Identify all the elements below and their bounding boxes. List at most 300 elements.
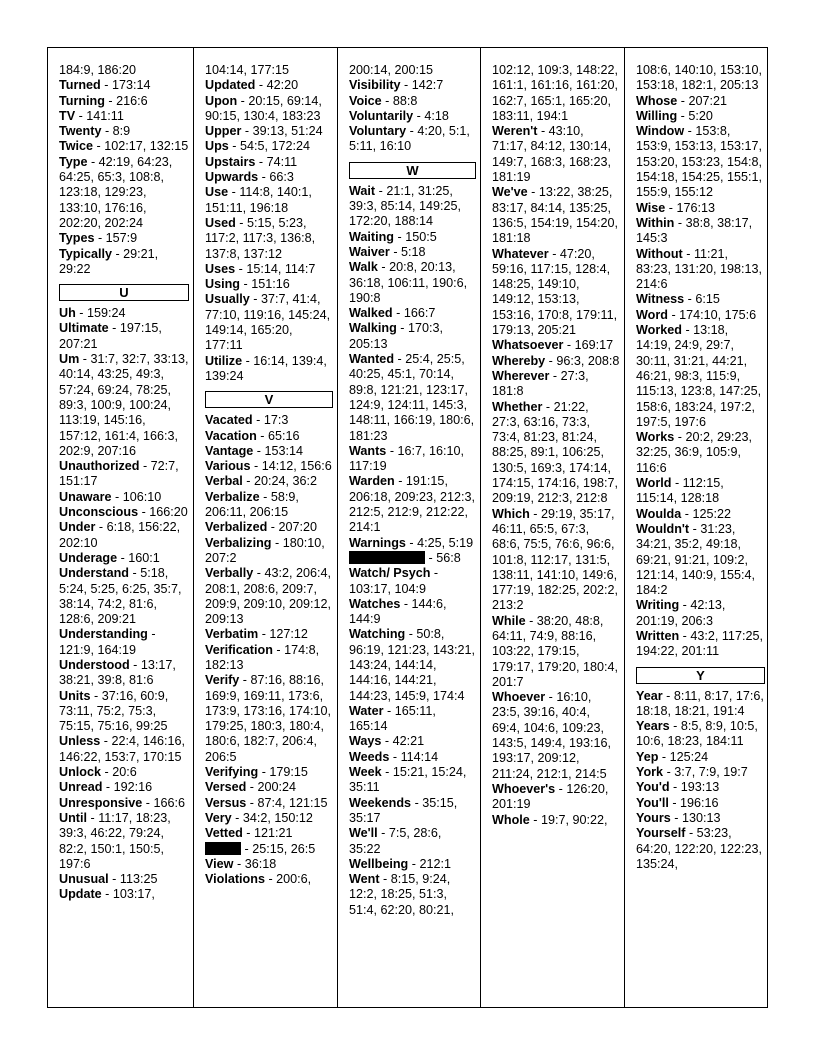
index-entry: Under - 6:18, 156:22, 202:10 (59, 520, 181, 550)
index-column-5 (624, 48, 769, 1007)
page-line-refs: 37:16, 60:9, 73:11, 75:2, 75:3, 75:15, 75:16, 99:25 (59, 688, 169, 734)
index-term: Which (492, 506, 530, 521)
index-page-frame (47, 47, 768, 1008)
letter-section-header: U (59, 284, 189, 301)
index-term: Whose (636, 93, 678, 108)
page-line-refs: 29:19, 35:17, 46:11, 65:5, 67:3, 68:6, 75:5, 76:6, 96:6, 101:8, 112:17, 131:5, 138:11, 141:10, 149:6, 177:19, 182:25, 202:2, 213:2 (492, 506, 619, 613)
page-line-refs: 5:18, 5:24, 5:25, 6:25, 35:7, 38:14, 74:2, 81:6, 128:6, 209:21 (59, 566, 182, 627)
index-entry: Underage - 160:1 (59, 550, 160, 565)
page-line-refs: 197:15, 207:21 (59, 321, 162, 351)
index-term: Verify (205, 673, 240, 688)
page-line-refs: 102:12, 109:3, 148:22, 161:1, 161:16, 161:20, 162:7, 165:1, 165:20, 183:11, 194:1 (492, 63, 619, 123)
index-term: Weren't (492, 124, 538, 139)
index-term: Ups (205, 139, 229, 154)
page-line-refs: 38:8, 38:17, 145:3 (636, 215, 753, 246)
index-entry: View - 36:18 (205, 856, 277, 871)
page-line-refs: 42:20 (266, 78, 299, 93)
index-term: Walked (349, 306, 393, 321)
index-entry: Understood - 13:17, 38:21, 39:8, 81:6 (59, 657, 176, 688)
index-term: Weekends (349, 795, 412, 810)
index-entry: Week - 15:21, 15:24, 35:11 (349, 765, 467, 795)
index-term: Wants (349, 443, 387, 458)
index-entry: Voluntary - 4:20, 5:1, 5:11, 16:10 (349, 124, 470, 154)
index-entry: Verbatim - 127:12 (205, 627, 308, 642)
page-line-refs: 179:15 (269, 765, 308, 780)
index-entry: Very - 34:2, 150:12 (205, 810, 313, 825)
index-term: Watches (349, 596, 401, 611)
page-line-refs: 8:9 (112, 124, 131, 139)
page-line-refs: 20:2, 29:23, 32:25, 36:9, 105:9, 116:6 (636, 430, 752, 475)
index-entry: Used - 5:15, 5:23, 117:2, 117:3, 136:8, 137:8, 137:12 (205, 215, 316, 261)
page-line-refs: 200:14, 200:15 (349, 63, 434, 77)
index-term: Update (59, 887, 102, 902)
index-term: Unresponsive (59, 795, 143, 810)
index-term: Twice (59, 139, 94, 154)
index-entry: Turning - 216:6 (59, 93, 148, 108)
index-term: Versed (205, 780, 247, 795)
page-line-refs: 20:6 (112, 765, 137, 780)
page-line-refs: 4:18 (424, 108, 449, 123)
page-line-refs: 25:15, 26:5 (252, 841, 316, 856)
index-entry: Versus - 87:4, 121:15 (205, 795, 328, 810)
index-entry: We've - 13:22, 38:25, 83:17, 84:14, 135:25, 136:5, 154:19, 154:20, 181:18 (492, 185, 619, 246)
index-entry: Whatsoever - 169:17 (492, 338, 614, 353)
page-line-refs: 166:20 (149, 505, 188, 520)
index-term: While (492, 613, 526, 628)
page-line-refs: 17:3 (263, 413, 289, 428)
index-term: Ultimate (59, 321, 109, 336)
index-term: Willing (636, 108, 678, 123)
index-term: Works (636, 430, 675, 445)
page-line-refs: 176:13 (676, 200, 716, 215)
index-term: Vacated (205, 413, 253, 428)
index-column-1 (48, 48, 193, 1007)
index-entry: - 56:8 (349, 551, 476, 566)
page-line-refs: 8:11, 8:17, 17:6, 18:18, 18:21, 191:4 (636, 688, 764, 718)
page-line-refs: 31:23, 34:21, 35:2, 49:18, 69:21, 91:21, 109:2, 121:14, 140:9, 155:4, 184:2 (636, 521, 756, 598)
index-entry: Yours - 130:13 (636, 810, 721, 825)
page-line-refs: 174:8, 182:13 (205, 642, 320, 672)
index-entry: Written - 43:2, 117:25, 194:22, 201:11 (636, 628, 763, 659)
index-entry: Twenty - 8:9 (59, 124, 131, 139)
page-line-refs: 192:16 (113, 780, 153, 795)
index-term: Under (59, 520, 96, 535)
page-line-refs: 130:13 (681, 810, 721, 825)
page-line-refs: 19:7, 90:22, (540, 812, 608, 827)
index-term: Units (59, 688, 91, 703)
page-line-refs: 5:20 (688, 108, 713, 123)
index-entry: - 25:15, 26:5 (205, 842, 333, 857)
page-line-refs: 72:7, 151:17 (59, 459, 179, 489)
page-line-refs: 38:20, 48:8, 64:11, 74:9, 88:16, 103:22, 179:15, 179:17, 179:20, 180:4, 201:7 (492, 613, 619, 689)
index-entry: Types - 157:9 (59, 231, 138, 246)
index-term: Whether (492, 399, 543, 414)
index-term: Vantage (205, 443, 254, 458)
index-entry: Verify - 87:16, 88:16, 169:9, 169:11, 173:6, 173:9, 173:16, 174:10, 179:25, 180:3, 180:4, 180:6, 182:7, 206:4, 206:5 (205, 673, 332, 764)
index-term: Violations (205, 872, 265, 887)
page-line-refs: 53:23, 64:20, 122:20, 122:23, 135:24, (636, 826, 763, 871)
page-line-refs: 153:14 (264, 443, 304, 458)
page-line-refs: 165:11, 165:14 (349, 703, 436, 734)
page-line-refs: 104:14, 177:15 (205, 63, 290, 77)
page-line-refs: 29:21, 29:22 (59, 246, 159, 276)
index-term: Unusual (59, 872, 109, 887)
page-line-refs: 180:10, 207:2 (205, 535, 325, 565)
index-entry: Woulda - 125:22 (636, 506, 731, 521)
page-line-refs: 166:7 (403, 306, 436, 321)
page-line-refs: 102:17, 132:15 (104, 139, 189, 154)
index-entry: Upper - 39:13, 51:24 (205, 124, 323, 139)
page-line-refs: 108:6, 140:10, 153:10, 153:18, 182:1, 205:13 (636, 63, 763, 93)
index-entry: Whoever's - 126:20, 201:19 (492, 781, 609, 812)
page-line-refs: 13:17, 38:21, 39:8, 81:6 (59, 657, 176, 688)
page-line-refs: 125:22 (692, 506, 731, 521)
page-line-refs: 151:16 (251, 277, 290, 292)
index-entry: Vetted - 121:21 (205, 826, 293, 841)
index-entry: Wise - 176:13 (636, 200, 716, 215)
index-term: Word (636, 307, 668, 322)
letter-section-header: Y (636, 667, 765, 684)
page-line-refs: 35:15, 35:17 (349, 795, 458, 825)
index-entry: Unconscious - 166:20 (59, 505, 188, 520)
index-entry: Verification - 174:8, 182:13 (205, 642, 320, 672)
page-line-refs: 88:8 (392, 93, 418, 108)
index-entry (205, 63, 333, 78)
page-line-refs: 16:10, 23:5, 39:16, 40:4, 69:4, 104:6, 109:23, 143:5, 149:4, 193:16, 193:17, 209:12, 211:24, 212:1, 214:5 (492, 690, 612, 781)
index-term: You'd (636, 780, 670, 795)
index-term: Um (59, 352, 80, 367)
page-line-refs: 16:7, 16:10, 117:19 (349, 443, 465, 474)
index-entry: Within - 38:8, 38:17, 145:3 (636, 215, 753, 246)
index-term: Warden (349, 474, 395, 489)
index-term: Wherever (492, 368, 550, 383)
index-term: Understanding (59, 627, 148, 642)
index-term: Upstairs (205, 154, 256, 169)
page-line-refs: 50:8, 96:19, 121:23, 143:21, 143:24, 144:14, 144:16, 144:21, 144:23, 145:9, 174:4 (349, 627, 476, 703)
page-line-refs: 112:15, 115:14, 128:18 (636, 476, 724, 506)
index-entry: Warden - 191:15, 206:18, 209:23, 212:3, 212:5, 212:9, 212:22, 214:1 (349, 474, 476, 535)
index-entry: Warnings - 4:25, 5:19 (349, 535, 474, 550)
index-term: Yours (636, 810, 671, 825)
page-line-refs: 193:13 (680, 780, 720, 795)
page-line-refs: 3:7, 7:9, 19:7 (674, 765, 748, 780)
index-entry: Wanted - 25:4, 25:5, 40:25, 45:1, 70:14, 89:8, 121:21, 123:17, 124:9, 124:11, 145:3, 148:11, 166:19, 180:6, 181:23 (349, 352, 475, 443)
index-term: Whoever's (492, 781, 556, 796)
index-entry: Unless - 22:4, 146:16, 146:22, 153:7, 170:15 (59, 734, 186, 764)
page-line-refs: 106:10 (122, 489, 162, 504)
page-line-refs: 20:24, 36:2 (254, 474, 318, 489)
page-line-refs: 43:2, 117:25, 194:22, 201:11 (636, 628, 763, 659)
page-line-refs: 39:13, 51:24 (252, 124, 323, 139)
index-term: Waiver (349, 244, 390, 259)
page-line-refs: 191:15, 206:18, 209:23, 212:3, 212:5, 212:9, 212:22, 214:1 (349, 474, 476, 535)
index-term: Utilize (205, 353, 243, 368)
index-entry (636, 63, 765, 94)
index-term: Warnings (349, 535, 406, 550)
page-line-refs: 27:3, 181:8 (492, 368, 589, 399)
page-line-refs: 4:20, 5:1, 5:11, 16:10 (349, 124, 470, 154)
index-entry: Window - 153:8, 153:9, 153:13, 153:17, 153:20, 153:23, 154:8, 154:18, 154:25, 155:1, 155:9, 155:12 (636, 124, 763, 200)
index-entry: Upstairs - 74:11 (205, 154, 298, 169)
index-entry: Works - 20:2, 29:23, 32:25, 36:9, 105:9, 116:6 (636, 430, 752, 475)
page-line-refs: 196:16 (680, 795, 719, 810)
page-line-refs: 15:21, 15:24, 35:11 (349, 765, 467, 795)
index-entry: Without - 11:21, 83:23, 131:20, 198:13, 214:6 (636, 246, 763, 292)
index-term: Types (59, 231, 95, 246)
page-line-refs: 207:21 (688, 93, 728, 108)
index-term: TV (59, 108, 76, 123)
index-entry: Walking - 170:3, 205:13 (349, 321, 444, 351)
page-line-refs: 169:17 (574, 338, 614, 353)
index-entry: Use - 114:8, 140:1, 151:11, 196:18 (205, 185, 312, 215)
index-entry: Unusual - 113:25 (59, 872, 158, 887)
index-entry: Uh - 159:24 (59, 306, 126, 321)
index-term: Uh (59, 306, 76, 321)
index-term: Verbal (205, 474, 243, 489)
page-line-refs: 184:9, 186:20 (59, 63, 137, 77)
index-term: Turning (59, 93, 105, 108)
page-line-refs: 13:18, 14:19, 24:9, 29:7, 30:11, 31:21, 44:21, 46:21, 98:3, 115:9, 115:13, 123:8, 147:25, 158:6, 183:24, 197:2, 197:5, 197:6 (636, 323, 762, 429)
index-term: Year (636, 688, 663, 703)
index-term: Yourself (636, 826, 686, 841)
page-line-refs: 54:5, 172:24 (240, 139, 311, 154)
index-entry: Ups - 54:5, 172:24 (205, 139, 311, 154)
index-entry: Unread - 192:16 (59, 780, 153, 795)
index-entry: Whose - 207:21 (636, 93, 728, 108)
page-line-refs: 141:11 (86, 108, 124, 123)
page-line-refs: 96:3, 208:8 (556, 353, 620, 368)
page-line-refs: 65:16 (268, 428, 300, 443)
index-term: Walk (349, 260, 378, 275)
index-entry: Type - 42:19, 64:23, 64:25, 65:3, 108:8, 123:18, 129:23, 133:10, 176:16, 202:20, 202:24 (59, 154, 173, 230)
page-line-refs: 125:24 (669, 749, 709, 764)
index-entry: Vacation - 65:16 (205, 428, 300, 443)
index-entry: Year - 8:11, 8:17, 17:6, 18:18, 18:21, 191:4 (636, 688, 764, 718)
index-term: Until (59, 810, 87, 825)
page-line-refs: 8:15, 9:24, 12:2, 18:25, 51:3, 51:4, 62:20, 80:21, (349, 872, 455, 917)
index-term: Went (349, 872, 380, 887)
index-entry: Wouldn't - 31:23, 34:21, 35:2, 49:18, 69:21, 91:21, 109:2, 121:14, 140:9, 155:4, 184:2 (636, 521, 756, 598)
index-term: Vacation (205, 428, 257, 443)
index-term: Upper (205, 124, 242, 139)
index-entry: Violations - 200:6, (205, 872, 312, 887)
index-entry: Watching - 50:8, 96:19, 121:23, 143:21, 143:24, 144:14, 144:16, 144:21, 144:23, 145:9, 174:4 (349, 627, 476, 703)
index-entry: Willing - 5:20 (636, 108, 713, 123)
page-line-refs: 5:15, 5:23, 117:2, 117:3, 136:8, 137:8, 137:12 (205, 215, 316, 261)
index-term: Verbalize (205, 489, 260, 504)
index-term: Understood (59, 657, 130, 672)
page-line-refs: 20:15, 69:14, 90:15, 130:4, 183:23 (205, 93, 322, 123)
page-line-refs: 87:4, 121:15 (257, 795, 328, 810)
index-term: Underage (59, 550, 118, 565)
page-line-refs: 170:3, 205:13 (349, 321, 444, 351)
index-entry (492, 63, 620, 124)
page-line-refs: 31:7, 32:7, 33:13, 40:14, 43:25, 49:3, 57:24, 69:24, 78:25, 89:3, 100:9, 100:24, 113:19, 145:16, 157:12, 161:4, 166:3, 202:9, 207:16 (59, 352, 189, 458)
index-entry: Whoever - 16:10, 23:5, 39:16, 40:4, 69:4, 104:6, 109:23, 143:5, 149:4, 193:16, 193:17, 209:12, 211:24, 212:1, 214:5 (492, 690, 612, 781)
index-entry: Verifying - 179:15 (205, 765, 308, 780)
index-entry: Weren't - 43:10, 71:17, 84:12, 130:14, 149:7, 168:3, 168:23, 181:19 (492, 124, 612, 185)
index-entry: You'd - 193:13 (636, 780, 720, 795)
index-term: Wait (349, 183, 376, 198)
index-term: Wise (636, 200, 666, 215)
index-term: Type (59, 154, 88, 169)
index-term: Unlock (59, 765, 101, 780)
index-term: Visibility (349, 78, 401, 93)
index-term: View (205, 856, 234, 871)
page-line-refs: 207:20 (278, 520, 318, 535)
index-term: Uses (205, 261, 236, 276)
letter-section-header: W (349, 162, 476, 179)
index-entry: While - 38:20, 48:8, 64:11, 74:9, 88:16, 103:22, 179:15, 179:17, 179:20, 180:4, 201:7 (492, 613, 619, 689)
page-line-refs: 42:21 (392, 734, 425, 749)
page-line-refs: 216:6 (116, 93, 148, 108)
index-entry: You'll - 196:16 (636, 795, 719, 810)
index-entry: Water - 165:11, 165:14 (349, 703, 436, 734)
page-line-refs: 200:24 (257, 780, 297, 795)
index-term: We've (492, 185, 528, 200)
index-entry: Wants - 16:7, 16:10, 117:19 (349, 443, 465, 474)
index-entry: Units - 37:16, 60:9, 73:11, 75:2, 75:3, 75:15, 75:16, 99:25 (59, 688, 169, 734)
index-term: Verbalizing (205, 535, 272, 550)
index-entry: Unauthorized - 72:7, 151:17 (59, 459, 179, 489)
index-term: Whatever (492, 246, 549, 261)
index-term: Yep (636, 749, 659, 764)
page-line-refs: 212:1 (419, 856, 451, 871)
index-term: Used (205, 215, 236, 230)
index-term: Understand (59, 566, 129, 581)
index-term: Usually (205, 292, 250, 307)
page-line-refs: 103:17, (112, 887, 155, 902)
index-term: York (636, 765, 664, 780)
index-entry: Whereby - 96:3, 208:8 (492, 353, 620, 368)
page-line-refs: 173:14 (111, 78, 151, 93)
page-line-refs: 43:10, 71:17, 84:12, 130:14, 149:7, 168:3, 168:23, 181:19 (492, 124, 612, 185)
page-line-refs: 15:14, 114:7 (246, 261, 316, 276)
index-entry: Twice - 102:17, 132:15 (59, 139, 189, 154)
page-line-refs: 21:22, 27:3, 63:16, 73:3, 73:4, 81:23, 81:24, 88:25, 89:1, 106:25, 130:5, 169:3, 174:14, 174:15, 174:16, 198:7, 209:19, 212:3, 212:8 (492, 399, 619, 506)
index-term: Watch/ Psych (349, 566, 431, 581)
index-entry: Ways - 42:21 (349, 734, 425, 749)
redaction-bar (349, 551, 425, 564)
page-line-refs: 127:12 (269, 627, 308, 642)
index-entry: Walk - 20:8, 20:13, 36:18, 106:11, 190:6, 190:8 (349, 260, 468, 305)
page-line-refs: 174:10, 175:6 (679, 307, 757, 322)
index-term: Written (636, 628, 680, 643)
page-line-refs: 36:18 (244, 856, 277, 871)
page-line-refs: 87:16, 88:16, 169:9, 169:11, 173:6, 173:9, 173:16, 174:10, 179:25, 180:3, 180:4, 180:6, 182:7, 206:4, 206:5 (205, 673, 332, 764)
index-entry: Verbalizing - 180:10, 207:2 (205, 535, 325, 565)
index-term: Verbatim (205, 627, 259, 642)
index-entry: Watch/ Psych - 103:17, 104:9 (349, 566, 439, 596)
page-line-refs: 144:6, 144:9 (349, 596, 447, 627)
page-line-refs: 20:8, 20:13, 36:18, 106:11, 190:6, 190:8 (349, 260, 468, 305)
page-line-refs: 42:19, 64:23, 64:25, 65:3, 108:8, 123:18, 129:23, 133:10, 176:16, 202:20, 202:24 (59, 154, 173, 230)
page-line-refs: 47:20, 59:16, 117:15, 128:4, 148:25, 149:10, 149:12, 153:13, 153:16, 170:8, 179:11, 179:13, 205:21 (492, 246, 618, 338)
page-line-refs: 21:1, 31:25, 39:3, 85:14, 149:25, 172:20, 188:14 (349, 183, 462, 229)
index-entry: Worked - 13:18, 14:19, 24:9, 29:7, 30:11, 31:21, 44:21, 46:21, 98:3, 115:9, 115:13, 123:8, 147:25, 158:6, 183:24, 197:2, 197:5, 197:6 (636, 323, 762, 429)
index-term: Unconscious (59, 505, 139, 520)
index-term: Waiting (349, 229, 395, 244)
index-term: Vetted (205, 826, 243, 841)
index-entry: Voice - 88:8 (349, 93, 418, 108)
page-line-refs: 157:9 (105, 231, 138, 246)
index-term: Weeds (349, 749, 390, 764)
index-entry: Wait - 21:1, 31:25, 39:3, 85:14, 149:25, 172:20, 188:14 (349, 183, 462, 229)
index-term: Worked (636, 323, 682, 338)
page-line-refs: 22:4, 146:16, 146:22, 153:7, 170:15 (59, 734, 186, 764)
index-term: Various (205, 459, 251, 474)
index-term: Woulda (636, 506, 682, 521)
page-line-refs: 114:14 (400, 749, 439, 764)
index-term: Very (205, 810, 232, 825)
index-entry: World - 112:15, 115:14, 128:18 (636, 476, 724, 506)
index-term: Upwards (205, 170, 259, 185)
page-line-refs: 43:2, 206:4, 208:1, 208:6, 209:7, 209:9, 209:10, 209:12, 209:13 (205, 566, 332, 627)
index-entry: York - 3:7, 7:9, 19:7 (636, 765, 748, 780)
index-entry: Usually - 37:7, 41:4, 77:10, 119:16, 145:24, 149:14, 165:20, 177:11 (205, 292, 331, 353)
page-line-refs: 113:25 (119, 872, 158, 887)
index-entry: We'll - 7:5, 28:6, 35:22 (349, 826, 442, 856)
page-line-refs: 6:18, 156:22, 202:10 (59, 520, 181, 550)
index-entry: Updated - 42:20 (205, 78, 299, 93)
index-term: Verification (205, 642, 273, 657)
index-entry: Um - 31:7, 32:7, 33:13, 40:14, 43:25, 49:3, 57:24, 69:24, 78:25, 89:3, 100:9, 100:24, 113:19, 145:16, 157:12, 161:4, 166:3, 202:9, 207:16 (59, 352, 189, 458)
index-entry: Witness - 6:15 (636, 292, 720, 307)
index-term: Versus (205, 795, 247, 810)
index-entry: Whole - 19:7, 90:22, (492, 812, 608, 827)
index-entry: Various - 14:12, 156:6 (205, 459, 332, 474)
index-term: Upon (205, 93, 238, 108)
index-term: Verifying (205, 765, 259, 780)
index-entry: Whether - 21:22, 27:3, 63:16, 73:3, 73:4, 81:23, 81:24, 88:25, 89:1, 106:25, 130:5, 169:3, 174:14, 174:15, 174:16, 198:7, 209:19, 212:3, 212:8 (492, 399, 619, 506)
index-entry: Turned - 173:14 (59, 78, 151, 93)
index-entry: TV - 141:11 (59, 108, 124, 123)
index-entry: Typically - 29:21, 29:22 (59, 246, 159, 276)
page-line-refs: 5:18 (401, 244, 426, 259)
index-entry: Verbalize - 58:9, 206:11, 206:15 (205, 489, 299, 520)
index-term: Twenty (59, 124, 102, 139)
letter-section-header: V (205, 391, 333, 408)
page-line-refs: 7:5, 28:6, 35:22 (349, 826, 442, 856)
index-term: Unaware (59, 489, 112, 504)
index-term: Updated (205, 78, 256, 93)
index-entry: Went - 8:15, 9:24, 12:2, 18:25, 51:3, 51:4, 62:20, 80:21, (349, 872, 455, 917)
index-entry: Weekends - 35:15, 35:17 (349, 795, 458, 825)
index-term: Whole (492, 812, 530, 827)
index-term: Window (636, 124, 685, 139)
index-entry: Verbal - 20:24, 36:2 (205, 474, 318, 489)
index-entry: Upon - 20:15, 69:14, 90:15, 130:4, 183:23 (205, 93, 322, 123)
index-entry: Writing - 42:13, 201:19, 206:3 (636, 598, 726, 628)
index-term: Unless (59, 734, 101, 749)
index-entry (59, 63, 189, 78)
page-line-refs: 121:21 (254, 826, 293, 841)
index-entry: Ultimate - 197:15, 207:21 (59, 321, 162, 351)
page-line-refs: 11:21, 83:23, 131:20, 198:13, 214:6 (636, 246, 763, 292)
index-entry: Upwards - 66:3 (205, 170, 294, 185)
index-term: Witness (636, 292, 685, 307)
index-entry: Update - 103:17, (59, 887, 155, 902)
index-column-3 (337, 48, 480, 1007)
index-term: Watching (349, 627, 406, 642)
index-entry: Weeds - 114:14 (349, 749, 439, 764)
page-line-refs: 37:7, 41:4, 77:10, 119:16, 145:24, 149:14, 165:20, 177:11 (205, 292, 331, 353)
index-term: Voluntary (349, 124, 407, 139)
index-entry: Which - 29:19, 35:17, 46:11, 65:5, 67:3, 68:6, 75:5, 76:6, 96:6, 101:8, 112:17, 131:5, 138:11, 141:10, 149:6, 177:19, 182:25, 202:2, 213:2 (492, 506, 619, 613)
index-entry: Wherever - 27:3, 181:8 (492, 368, 589, 399)
index-term: Wellbeing (349, 856, 409, 871)
index-term: Whatsoever (492, 338, 564, 353)
